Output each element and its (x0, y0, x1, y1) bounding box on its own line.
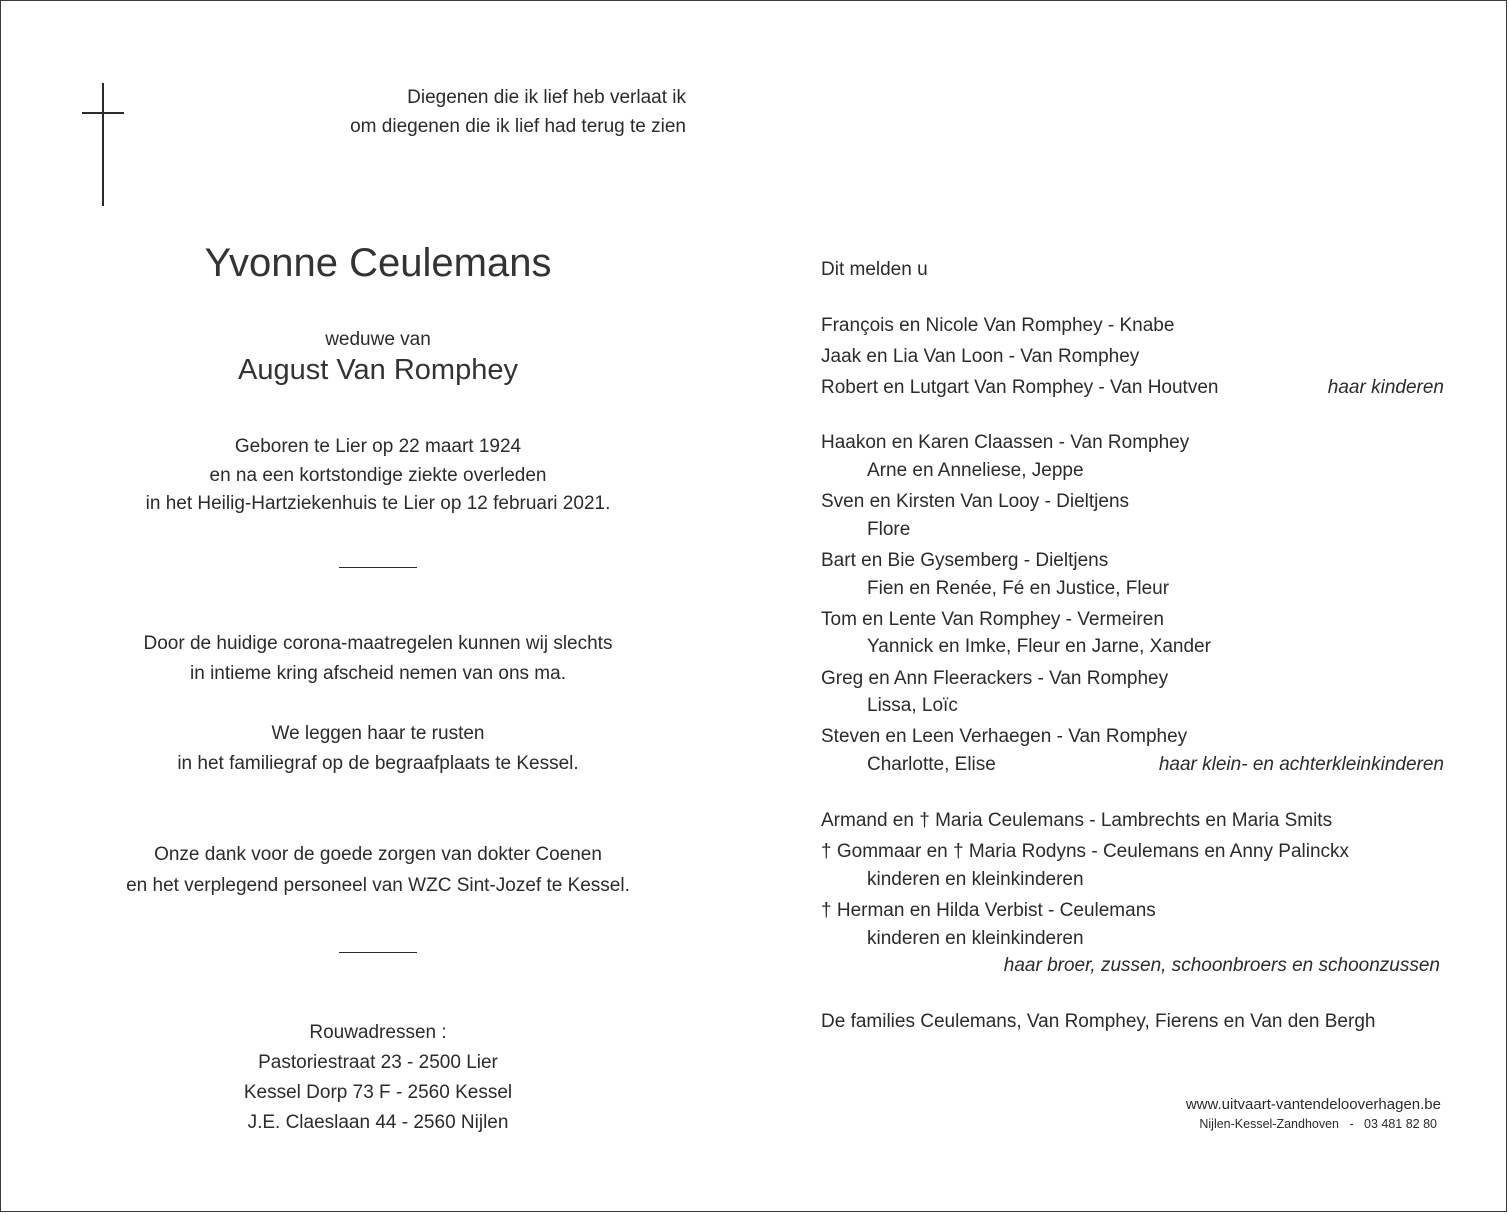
grandchild-parents (821, 724, 1444, 750)
address-line: Kessel Dorp 73 F - 2560 Kessel (243, 1082, 513, 1103)
sibling-entry (821, 898, 1444, 924)
families-names: De families Ceulemans, Van Romphey, Fierens en Van den Bergh (821, 1011, 1376, 1032)
grandchild-parents (821, 666, 1444, 692)
husband-name: August Van Romphey (238, 354, 518, 386)
thanks-notice (78, 840, 678, 901)
grandchild-parents (821, 489, 1444, 515)
birth-death-info (78, 433, 678, 519)
descendants-label: kinderen en kleinkinderen (867, 869, 1084, 890)
grandchild-kids (821, 517, 1444, 543)
grandchild-kids (821, 634, 1444, 660)
child-name: Robert en Lutgart Van Romphey - Van Houtven (821, 377, 1219, 398)
kids-names: Flore (867, 519, 911, 540)
grandchild-parents (821, 607, 1444, 633)
parents-name: Sven en Kirsten Van Looy - Dieltjens (821, 491, 1130, 512)
sibling-descendants (821, 867, 1444, 893)
families-line (821, 1009, 1444, 1035)
address-line: J.E. Claeslaan 44 - 2560 Nijlen (247, 1112, 509, 1133)
funeral-home-contact: Nijlen-Kessel-Zandhoven - 03 481 82 80 (1199, 1117, 1437, 1131)
mourning-addresses (78, 1018, 678, 1138)
parents-name: Greg en Ann Fleerackers - Van Romphey (821, 668, 1169, 689)
notice-line: en het verplegend personeel van WZC Sint-Jozef te Kessel. (126, 874, 630, 896)
widow-label: weduwe van (325, 329, 431, 350)
kids-names: Yannick en Imke, Fleur en Jarne, Xander (867, 636, 1211, 657)
child-entry (821, 344, 1444, 370)
addresses-heading: Rouwadressen : (309, 1022, 447, 1043)
address-line: Pastoriestraat 23 - 2500 Lier (258, 1052, 498, 1073)
birth-line: Geboren te Lier op 22 maart 1924 (234, 436, 522, 457)
sibling-name: Armand en † Maria Ceulemans - Lambrechts en Maria Smits (821, 810, 1333, 831)
child-name: Jaak en Lia Van Loon - Van Romphey (821, 346, 1140, 367)
siblings-role: haar broer, zussen, schoonbroers en schoonzussen (1003, 955, 1440, 976)
children-role: haar kinderen (1327, 377, 1444, 398)
kids-names: Fien en Renée, Fé en Justice, Fleur (867, 578, 1170, 599)
notice-line: We leggen haar te rusten (271, 723, 485, 744)
memorial-quote (350, 83, 686, 141)
burial-notice (78, 719, 678, 778)
birth-line: en na een kortstondige ziekte overleden (209, 464, 547, 486)
grandchild-parents (821, 548, 1444, 574)
sibling-name: † Herman en Hilda Verbist - Ceulemans (821, 900, 1156, 921)
child-entry (821, 375, 1444, 401)
cross-icon-horizontal (82, 112, 124, 114)
kids-names: Charlotte, Elise (867, 754, 996, 775)
kids-names: Lissa, Loïc (867, 695, 958, 716)
parents-name: Steven en Leen Verhaegen - Van Romphey (821, 726, 1188, 747)
notice-line: Onze dank voor de goede zorgen van dokter Coenen (154, 844, 602, 865)
grandchild-kids (821, 458, 1444, 484)
sibling-entry (821, 839, 1444, 865)
parents-name: Haakon en Karen Claassen - Van Romphey (821, 432, 1190, 453)
notice-line: in intieme kring afscheid nemen van ons ma. (190, 662, 566, 684)
quote-line: om diegenen die ik lief had terug te zien (350, 116, 686, 137)
deceased-name: Yvonne Ceulemans (204, 241, 552, 285)
parents-name: Tom en Lente Van Romphey - Vermeiren (821, 609, 1164, 630)
birth-line: in het Heilig-Hartziekenhuis te Lier op 12 februari 2021. (145, 493, 611, 514)
descendants-label: kinderen en kleinkinderen (867, 928, 1084, 949)
grandchildren-role: haar klein- en achterkleinkinderen (1158, 754, 1444, 775)
parents-name: Bart en Bie Gysemberg - Dieltjens (821, 550, 1109, 571)
grandchild-kids (821, 693, 1444, 719)
grandchild-kids (821, 576, 1444, 602)
kids-names: Arne en Anneliese, Jeppe (867, 460, 1084, 481)
notice-line: Door de huidige corona-maatregelen kunnen wij slechts (143, 633, 613, 654)
sibling-entry (821, 808, 1444, 834)
announcement-intro: Dit melden u (821, 259, 928, 280)
quote-line: Diegenen die ik lief heb verlaat ik (407, 87, 686, 108)
divider (339, 567, 417, 568)
grandchild-kids (821, 752, 1444, 778)
funeral-home-website: www.uitvaart-vantendelooverhagen.be (1185, 1096, 1441, 1113)
grandchild-parents (821, 430, 1444, 456)
child-entry (821, 313, 1444, 339)
child-name: François en Nicole Van Romphey - Knabe (821, 315, 1175, 336)
sibling-descendants (821, 926, 1444, 952)
notice-line: in het familiegraf op de begraafplaats te Kessel. (177, 752, 579, 774)
corona-notice (78, 629, 678, 688)
divider (339, 952, 417, 953)
sibling-name: † Gommaar en † Maria Rodyns - Ceulemans en Anny Palinckx (821, 841, 1350, 862)
cross-icon-vertical (102, 83, 104, 206)
